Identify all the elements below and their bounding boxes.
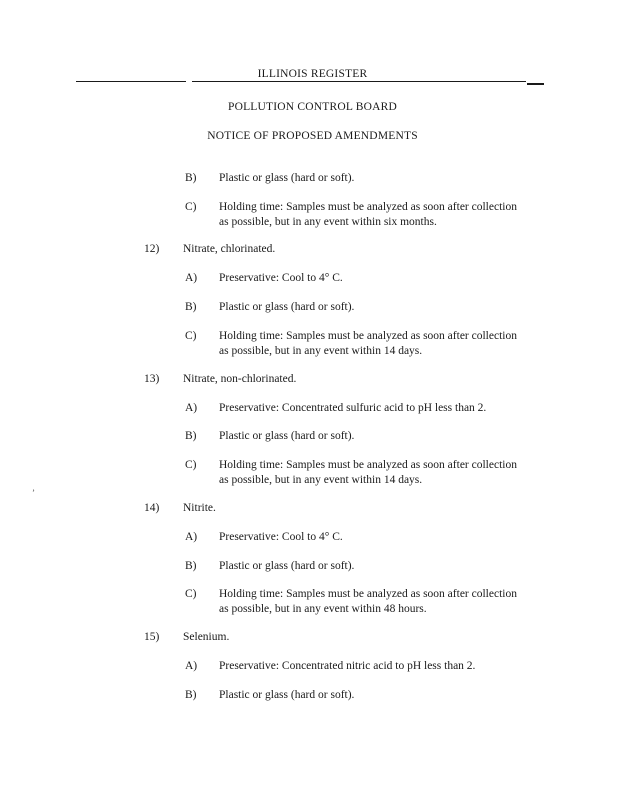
- section-number: 14): [144, 502, 160, 514]
- item-label: B): [185, 172, 197, 184]
- section-number: 15): [144, 631, 160, 643]
- item-text-line2: as possible, but in any event within 14 days.: [219, 474, 423, 486]
- section-title: Nitrate, chlorinated.: [183, 243, 276, 255]
- item-text-line1: Holding time: Samples must be analyzed as soon after collection: [219, 459, 517, 471]
- section-title: Nitrate, non-chlorinated.: [183, 373, 297, 385]
- item-text-line2: as possible, but in any event within six months.: [219, 216, 437, 228]
- item-text: Plastic or glass (hard or soft).: [219, 172, 355, 184]
- item-text-line2: as possible, but in any event within 48 hours.: [219, 603, 427, 615]
- item-text: Preservative: Concentrated nitric acid to pH less than 2.: [219, 660, 476, 672]
- header-rule-tail: [527, 83, 544, 85]
- item-text: Preservative: Cool to 4° C.: [219, 531, 343, 543]
- header-rule-left: [76, 81, 186, 82]
- item-label: A): [185, 660, 198, 672]
- item-text: Preservative: Concentrated sulfuric acid to pH less than 2.: [219, 402, 487, 414]
- section-number: 13): [144, 373, 160, 385]
- item-label: B): [185, 689, 197, 701]
- item-text: Plastic or glass (hard or soft).: [219, 430, 355, 442]
- item-label: C): [185, 330, 197, 342]
- item-label: C): [185, 201, 197, 213]
- item-text-line1: Holding time: Samples must be analyzed as soon after collection: [219, 201, 517, 213]
- scan-mark: ’: [32, 488, 35, 498]
- item-label: B): [185, 301, 197, 313]
- item-text: Plastic or glass (hard or soft).: [219, 560, 355, 572]
- header-rule-right: [192, 81, 526, 82]
- item-label: C): [185, 588, 197, 600]
- item-label: C): [185, 459, 197, 471]
- item-text: Plastic or glass (hard or soft).: [219, 301, 355, 313]
- section-title: Selenium.: [183, 631, 230, 643]
- item-label: A): [185, 531, 198, 543]
- item-text-line1: Holding time: Samples must be analyzed as soon after collection: [219, 330, 517, 342]
- item-label: B): [185, 430, 197, 442]
- item-label: A): [185, 272, 198, 284]
- section-title: Nitrite.: [183, 502, 216, 514]
- item-text-line2: as possible, but in any event within 14 days.: [219, 345, 423, 357]
- item-label: B): [185, 560, 197, 572]
- notice-title: NOTICE OF PROPOSED AMENDMENTS: [207, 130, 418, 142]
- item-text: Plastic or glass (hard or soft).: [219, 689, 355, 701]
- board-title: POLLUTION CONTROL BOARD: [227, 101, 397, 113]
- item-text-line1: Holding time: Samples must be analyzed as soon after collection: [219, 588, 517, 600]
- item-text: Preservative: Cool to 4° C.: [219, 272, 343, 284]
- item-label: A): [185, 402, 198, 414]
- section-number: 12): [144, 243, 160, 255]
- register-title: ILLINOIS REGISTER: [257, 68, 368, 80]
